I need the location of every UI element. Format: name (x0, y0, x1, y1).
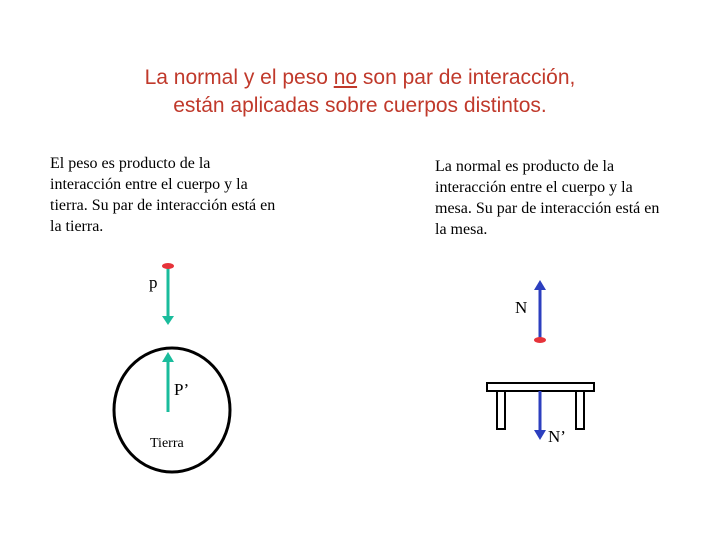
title-line-1: La normal y el peso no son par de interacción, (144, 66, 576, 89)
earth-circle (114, 348, 230, 472)
weight-label: p (149, 273, 158, 292)
normal-explanation: La normal es producto de la interacción entre el cuerpo y la mesa. Su par de interacción está en la mesa. (435, 158, 660, 238)
weight-arrow (162, 268, 174, 325)
normal-label: N (515, 298, 528, 317)
weight-reaction-label: P’ (174, 380, 190, 399)
normal-point (534, 337, 546, 343)
normal-reaction-arrow (534, 391, 546, 440)
body-point (162, 263, 174, 269)
title-line-2: están aplicadas sobre cuerpos distintos. (173, 94, 547, 117)
title-underlined-word: no (333, 66, 358, 89)
normal-arrow (534, 280, 546, 338)
normal-reaction-label: N’ (548, 427, 566, 446)
weight-reaction-arrow (162, 352, 174, 412)
weight-explanation: El peso es producto de la interacción entre el cuerpo y la tierra. Su par de interacción está en la tierra. (50, 155, 276, 235)
earth-label: Tierra (150, 436, 184, 451)
